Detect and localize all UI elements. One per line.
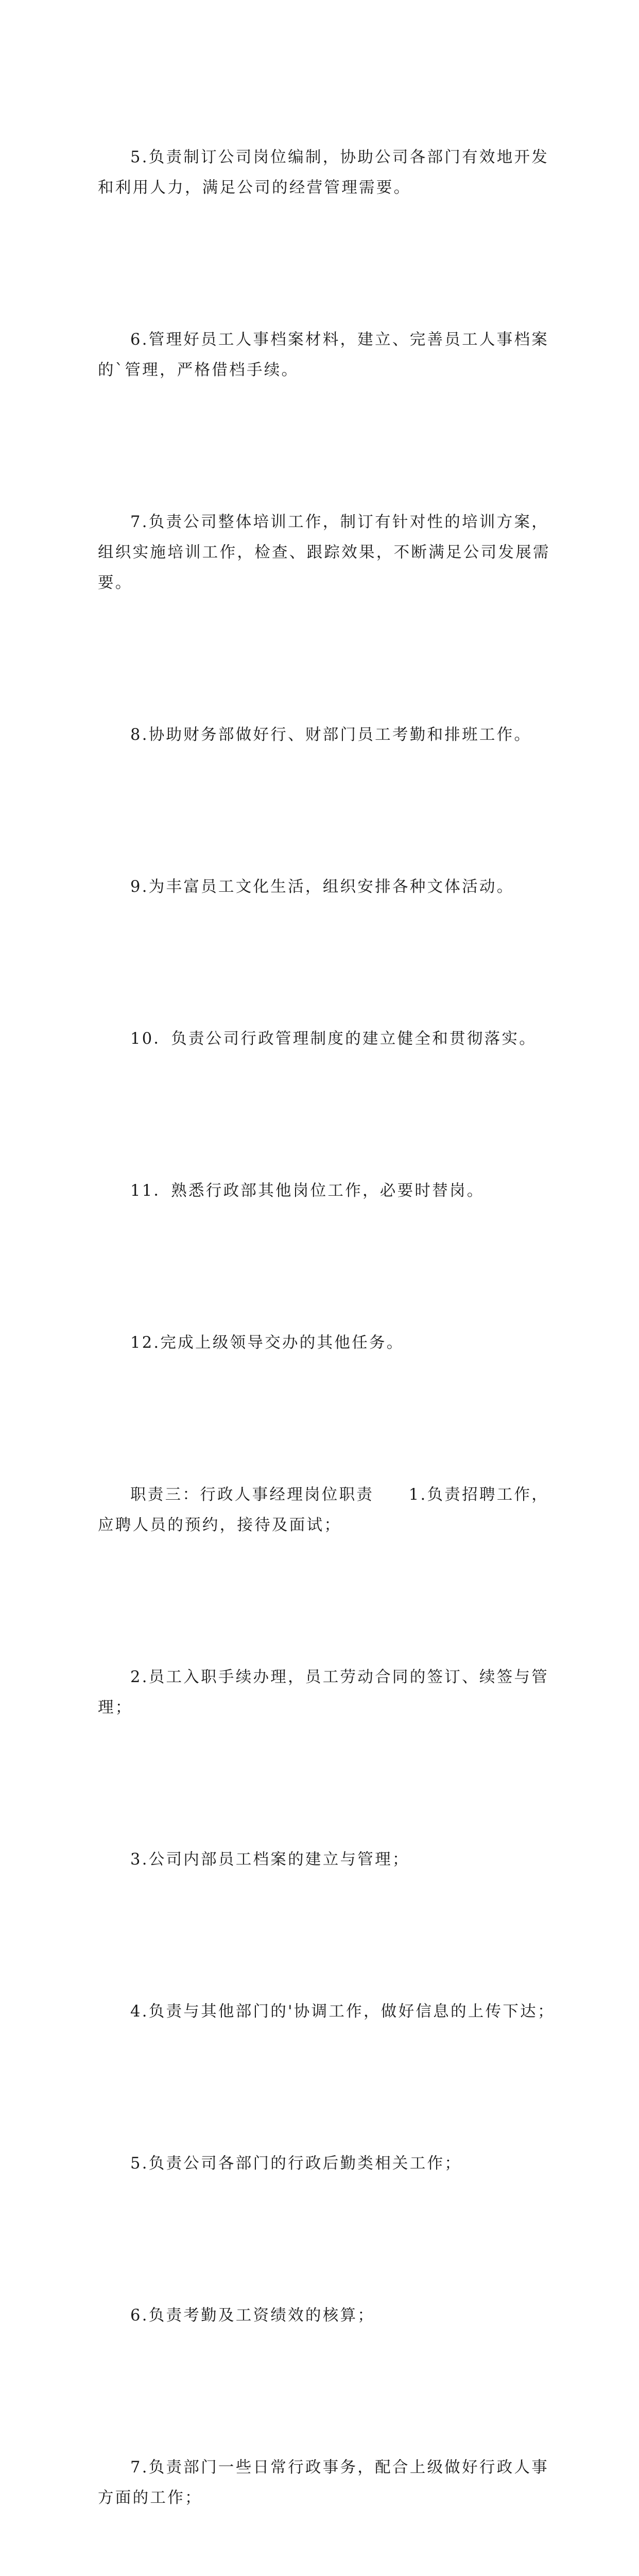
paragraph-item-4 bbox=[98, 1936, 555, 2088]
text-line: 方面的工作； bbox=[98, 2489, 202, 2507]
text-line: 理； bbox=[98, 1699, 133, 1717]
paragraph-duty-7 bbox=[98, 446, 550, 659]
paragraph-item-7 bbox=[98, 2392, 549, 2574]
text-line: 应聘人员的预约，接待及面试； bbox=[98, 1516, 342, 1534]
paragraph-duty-5 bbox=[98, 81, 549, 264]
text-line: 组织实施培训工作，检查、跟踪效果，不断满足公司发展需 bbox=[98, 544, 550, 562]
paragraph-duty-8 bbox=[98, 659, 546, 811]
paragraph-duty-12 bbox=[98, 1267, 546, 1419]
text-line: 10．负责公司行政管理制度的建立健全和贯彻落实。 bbox=[130, 1030, 537, 1048]
paragraph-duty-10 bbox=[98, 963, 546, 1115]
paragraph-item-5 bbox=[98, 2088, 546, 2240]
text-line: 7.负责公司整体培训工作，制订有针对性的培训方案， bbox=[130, 513, 549, 531]
text-line: 11．熟悉行政部其他岗位工作，必要时替岗。 bbox=[130, 1182, 485, 1200]
paragraph-duty-11 bbox=[98, 1115, 546, 1267]
text-line: 6.负责考勤及工资绩效的核算； bbox=[130, 2307, 375, 2325]
text-line: 要。 bbox=[98, 574, 133, 592]
paragraph-duty-6 bbox=[98, 264, 549, 446]
paragraph-item-6 bbox=[98, 2240, 546, 2392]
text-line: 8.协助财务部做好行、财部门员工考勤和排班工作。 bbox=[130, 726, 532, 744]
paragraph-item-3 bbox=[98, 1784, 546, 1936]
text-line: 2.员工入职手续办理，员工劳动合同的签订、续签与管 bbox=[130, 1668, 549, 1686]
text-line: 职责三：行政人事经理岗位职责 1.负责招聘工作， bbox=[130, 1486, 549, 1504]
text-line: 5.负责制订公司岗位编制，协助公司各部门有效地开发 bbox=[130, 148, 549, 166]
paragraph-section-three-heading bbox=[98, 1419, 549, 1601]
paragraph-duty-9 bbox=[98, 811, 546, 963]
text-line: 6.管理好员工人事档案材料，建立、完善员工人事档案 bbox=[130, 331, 549, 349]
text-line: 5.负责公司各部门的行政后勤类相关工作； bbox=[130, 2155, 462, 2173]
paragraph-item-2 bbox=[98, 1601, 549, 1784]
text-line: 3.公司内部员工档案的建立与管理； bbox=[130, 1851, 410, 1869]
text-line: 的`管理，严格借档手续。 bbox=[98, 361, 299, 379]
text-line: 12.完成上级领导交办的其他任务。 bbox=[130, 1334, 404, 1352]
text-line: 9.为丰富员工文化生活，组织安排各种文体活动。 bbox=[130, 878, 514, 896]
document-body bbox=[98, 81, 555, 2576]
text-line: 和利用人力，满足公司的经营管理需要。 bbox=[98, 179, 411, 197]
text-line: 7.负责部门一些日常行政事务，配合上级做好行政人事 bbox=[130, 2459, 549, 2477]
paragraph-item-8 bbox=[98, 2574, 546, 2576]
text-line: 4.负责与其他部门的'协调工作，做好信息的上传下达； bbox=[130, 2003, 555, 2021]
